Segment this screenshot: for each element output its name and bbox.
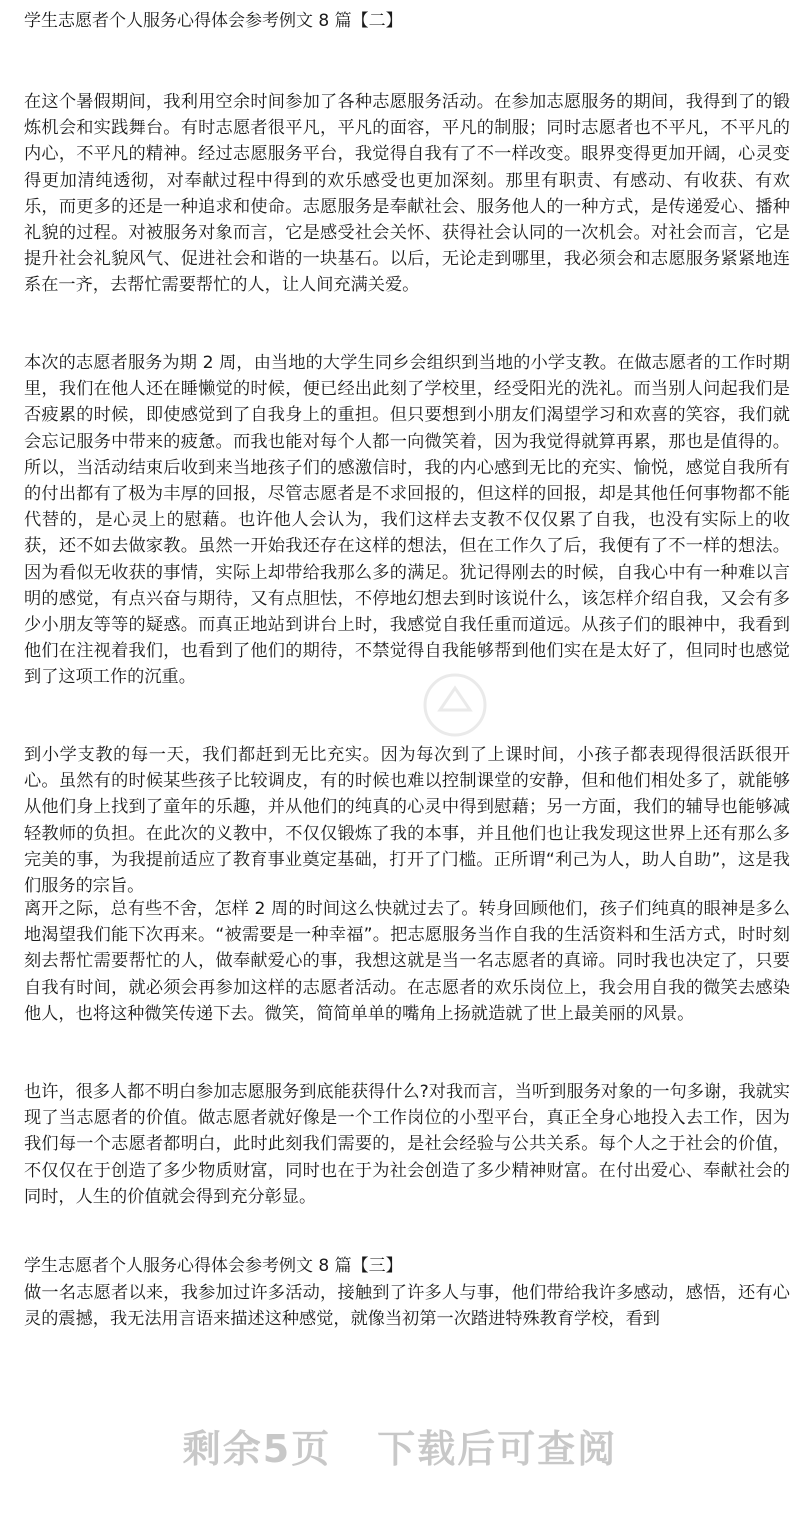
download-prompt-label: 下载后可查阅: [377, 1427, 618, 1471]
paragraph-1: 在这个暑假期间，我利用空余时间参加了各种志愿服务活动。在参加志愿服务的期间，我得到了的锻炼机会和实践舞台。有时志愿者很平凡，平凡的面容，平凡的制服；同时志愿者也不平凡，不平凡的内心，不平凡的精神。经过志愿服务平台，我觉得自我有了不一样改变。眼界变得更加开阔，心灵变得更加清纯透彻，对奉献过程中得到的欢乐感受也更加深刻。那里有职责、有感动、有收获、有欢乐，而更多的还是一种追求和使命。志愿服务是奉献社会、服务他人的一种方式，是传递爱心、播种礼貌的过程。对被服务对象而言，它是感受社会关怀、获得社会认同的一次机会。对社会而言，它是提升社会礼貌风气、促进社会和谐的一块基石。以后，无论走到哪里，我必须会和志愿服务紧紧地连系在一齐，去帮忙需要帮忙的人，让人间充满关爱。: [24, 92, 790, 296]
paragraph-4: 离开之际，总有些不舍，怎样 2 周的时间这么快就过去了。转身回顾他们，孩子们纯真的眼神是多么地渴望我们能下次再来。“被需要是一种幸福”。把志愿服务当作自我的生活资料和生活方式，时时刻刻去帮忙需要帮忙的人，做奉献爱心的事，我想这就是当一名志愿者的真谛。同时我也决定了，只要自我有时间，就必须会再参加这样的志愿者活动。在志愿者的欢乐岗位上，我会用自我的微笑去感染他人，也将这种微笑传递下去。微笑，简简单单的嘴角上扬就造就了世上最美丽的风景。: [24, 899, 790, 1024]
remaining-pages-label: 剩余5页: [182, 1427, 332, 1471]
section-title-3: 学生志愿者个人服务心得体会参考例文 8 篇【三】: [24, 1256, 403, 1276]
paragraph-2: 本次的志愿者服务为期 2 周，由当地的大学生同乡会组织到当地的小学支教。在做志愿者的工作时期里，我们在他人还在睡懒觉的时候，便已经出此刻了学校里，经受阳光的洗礼。而当别人问起我们是否疲累的时候，即使感觉到了自我身上的重担。但只要想到小朋友们渴望学习和欢喜的笑容，我们就会忘记服务中带来的疲惫。而我也能对每个人都一向微笑着，因为我觉得就算再累，那也是值得的。所以，当活动结束后收到来当地孩子们的感激信时，我的内心感到无比的充实、愉悦，感觉自我所有的付出都有了极为丰厚的回报，尽管志愿者是不求回报的，但这样的回报，却是其他任何事物都不能代替的，是心灵上的慰藉。也许他人会认为，我们这样去支教不仅仅累了自我，也没有实际上的收获，还不如去做家教。虽然一开始我还存在这样的想法，但在工作久了后，我便有了不一样的想法。因为看似无收获的事情，实际上却带给我那么多的满足。犹记得刚去的时候，自我心中有一种难以言明的感觉，有点兴奋与期待，又有点胆怯，不停地幻想去到时该说什么，该怎样介绍自我，又会有多少小朋友等等的疑惑。而真正地站到讲台上时，我感觉自我任重而道远。从孩子们的眼神中，我看到他们在注视着我们，也看到了他们的期待，不禁觉得自我能够帮到他们实在是太好了，但同时也感觉到了这项工作的沉重。: [24, 353, 790, 688]
paragraph-6: 做一名志愿者以来，我参加过许多活动，接触到了许多人与事，他们带给我许多感动，感悟，还有心灵的震撼，我无法用言语来描述这种感觉，就像当初第一次踏进特殊教育学校，看到: [24, 1283, 790, 1330]
section-title-2: 学生志愿者个人服务心得体会参考例文 8 篇【二】: [24, 11, 403, 31]
paragraph-3: 到小学支教的每一天，我们都赶到无比充实。因为每次到了上课时间，小孩子都表现得很活跃很开心。虽然有的时候某些孩子比较调皮，有的时候也难以控制课堂的安静，但和他们相处多了，就能够从他们身上找到了童年的乐趣，并从他们的纯真的心灵中得到慰藉；另一方面，我们的辅导也能够减轻教师的负担。在此次的义教中，不仅仅锻炼了我的本事，并且他们也让我发现这世界上还有那么多完美的事，为我提前适应了教育事业奠定基础，打开了门槛。正所谓“利己为人，助人自助”，这是我们服务的宗旨。: [24, 745, 790, 897]
download-banner[interactable]: [0, 1418, 800, 1473]
paragraph-5: 也许，很多人都不明白参加志愿服务到底能获得什么?对我而言，当听到服务对象的一句多谢，我就实现了当志愿者的价值。做志愿者就好像是一个工作岗位的小型平台，真正全身心地投入去工作，因为我们每一个志愿者都明白，此时此刻我们需要的，是社会经验与公共关系。每个人之于社会的价值，不仅仅在于创造了多少物质财富，同时也在于为社会创造了多少精神财富。在付出爱心、奉献社会的同时，人生的价值就会得到充分彰显。: [24, 1082, 790, 1207]
watermark-icon: [420, 670, 490, 740]
